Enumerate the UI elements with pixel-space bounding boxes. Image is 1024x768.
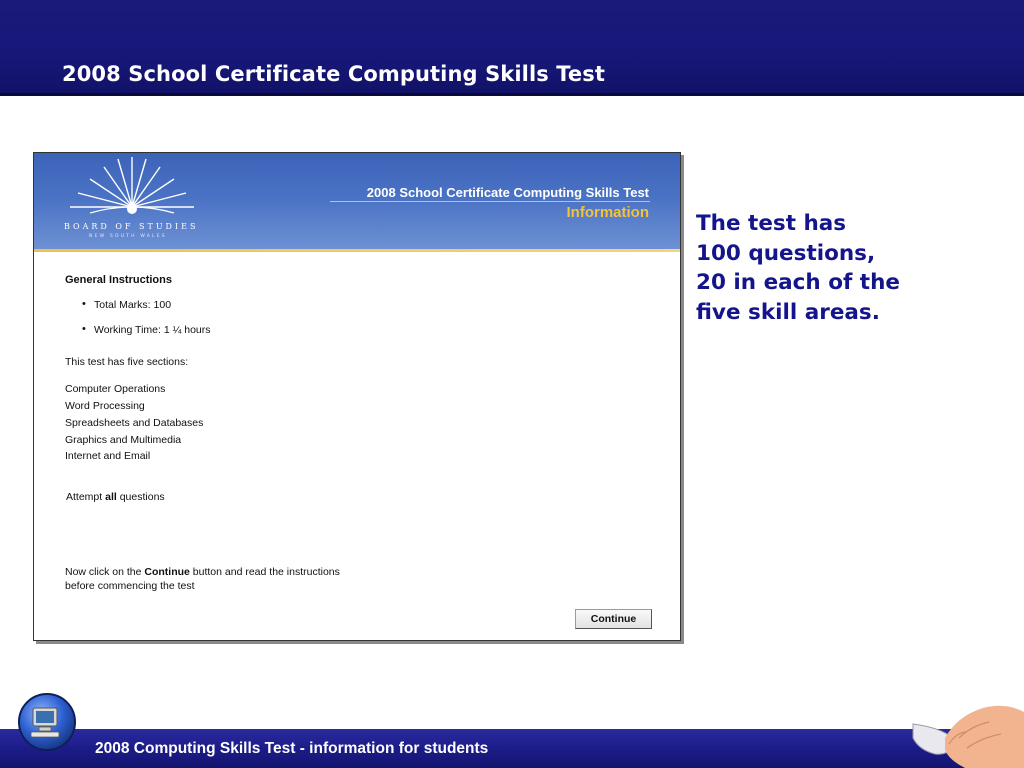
- callout-text: [696, 209, 996, 327]
- bullet-total-marks: • Total Marks: 100: [94, 299, 171, 311]
- footer-text: 2008 Computing Skills Test - information for students: [95, 740, 489, 757]
- title-bar: [0, 0, 1024, 96]
- test-information-screen: [33, 152, 681, 641]
- slide-title: 2008 School Certificate Computing Skills Test: [62, 62, 605, 86]
- bullet-working-time: • Working Time: 1 ¼ hours: [94, 324, 211, 336]
- logo-text: BOARD OF STUDIES: [64, 222, 199, 231]
- callout-line: The test has: [696, 211, 847, 236]
- general-instructions-heading: General Instructions: [65, 274, 172, 286]
- attempt-prefix: Attempt: [66, 491, 106, 503]
- section-item: Spreadsheets and Databases: [65, 417, 204, 429]
- attempt-all-note: [66, 491, 165, 503]
- continue-button[interactable]: Continue: [575, 609, 652, 629]
- computer-icon: [17, 692, 77, 752]
- header-stripe: [34, 249, 680, 252]
- section-item: Word Processing: [65, 400, 145, 412]
- now-bold: Continue: [144, 566, 190, 578]
- screen-header: [34, 153, 680, 251]
- screen-subtitle: Information: [566, 204, 649, 221]
- attempt-suffix: questions: [116, 491, 165, 503]
- now-prefix: Now click on the: [65, 566, 145, 578]
- attempt-bold: all: [105, 491, 117, 503]
- hand-mouse-icon: [905, 698, 1024, 768]
- callout-line: five skill areas.: [696, 299, 880, 325]
- continue-instruction-line2: before commencing the test: [65, 580, 195, 592]
- section-item: Computer Operations: [65, 383, 166, 395]
- callout-line: 20 in each of the: [696, 270, 900, 295]
- footer-bar: [0, 729, 1024, 768]
- title-rule: [330, 201, 650, 202]
- sections-intro: This test has five sections:: [65, 356, 189, 368]
- continue-instruction-line1: [65, 566, 340, 578]
- section-item: Graphics and Multimedia: [65, 434, 182, 446]
- now-suffix: button and read the instructions: [189, 566, 340, 578]
- section-item: Internet and Email: [65, 450, 151, 462]
- logo-subtext: NEW SOUTH WALES: [89, 234, 167, 239]
- callout-line: 100 questions,: [696, 240, 876, 266]
- screen-title: 2008 School Certificate Computing Skills Test: [366, 185, 649, 200]
